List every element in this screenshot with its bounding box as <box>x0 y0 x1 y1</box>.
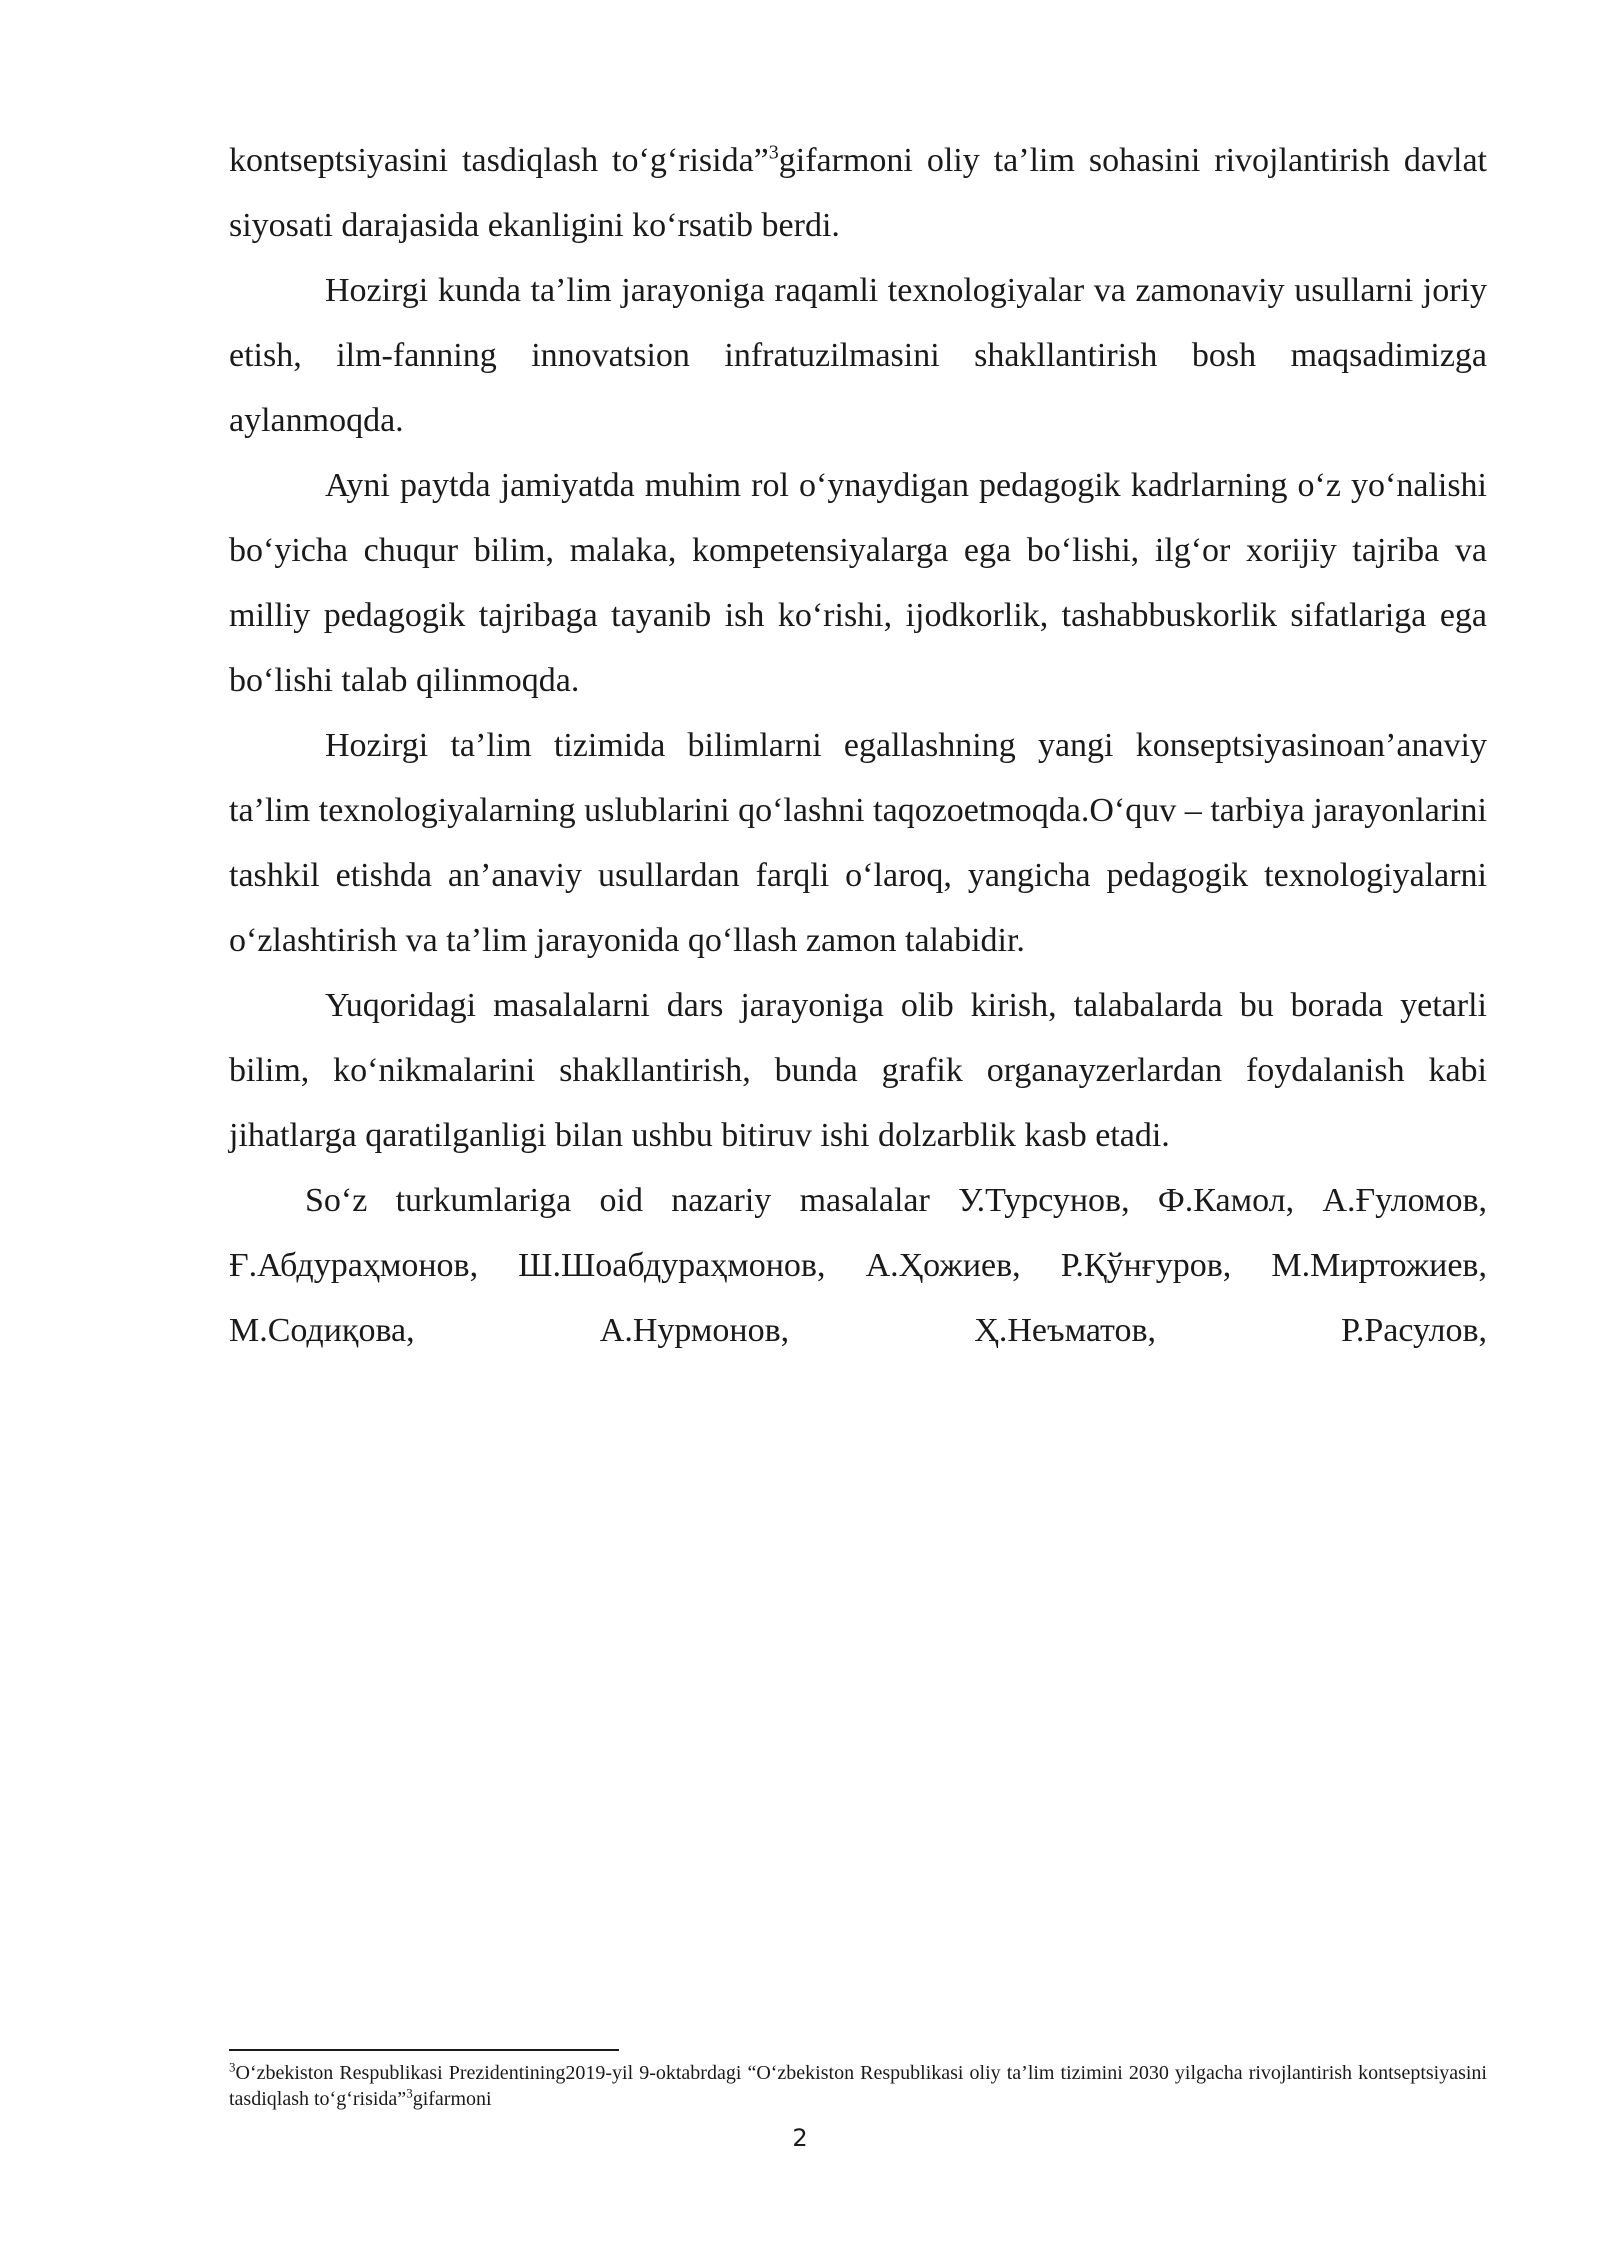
paragraph-1 <box>229 128 1487 258</box>
page-number: 2 <box>792 2124 808 2152</box>
paragraph-6: So‘z turkumlariga oid nazariy masalalar У.Турсунов, Ф.Камол, А.Ғуломов, Ғ.Абдураҳмонов, Ш.Шоабдураҳмонов, А.Ҳожиев, Р.Қўнғуров, М.Миртожиев, М.Содиқова, А.Нурмонов, Ҳ.Неъматов, Р.Расулов, <box>229 1182 1487 1349</box>
footnote-separator <box>229 2049 619 2051</box>
footnote-marker: 3 <box>229 2059 236 2075</box>
paragraph-1-text-b: gifarmoni oliy ta’lim sohasini rivojlantirish davlat siyosati darajasida ekanligini ko‘rsatib berdi. <box>229 142 1487 244</box>
paragraph-3: Ayni paytda jamiyatda muhim rol o‘ynaydigan pedagogik kadrlarning o‘z yo‘nalishi bo‘yicha chuqur bilim, malaka, kompetensiyalarga ega bo‘lishi, ilg‘or xorijiy tajriba va milliy pedagogik tajribaga tayanib ish ko‘rishi, ijodkorlik, tashabbuskorlik sifatlariga ega bo‘lishi talab qilinmoqda. <box>229 467 1487 699</box>
footnote-text-a: O‘zbekiston Respublikasi Prezidentining2019-yil 9-oktabrdagi “O‘zbekiston Respublikasi oliy ta’lim tizimini 2030 yilgacha rivojlantirish kontseptsiyasini tasdiqlash to‘g‘risida” <box>229 2062 1487 2110</box>
footnote <box>229 2060 1487 2112</box>
footnote-inner-marker: 3 <box>406 2085 413 2101</box>
paragraph-4: Hozirgi ta’lim tizimida bilimlarni egallashning yangi konseptsiyasinoan’anaviy ta’lim texnologiyalarning uslublarini qo‘lashni taqozoetmoqda.O‘quv – tarbiya jarayonlarini tashkil etishda an’anaviy usullardan farqli o‘laroq, yangicha pedagogik texnologiyalarni o‘zlashtirish va ta’lim jarayonida qo‘llash zamon talabidir. <box>229 727 1487 959</box>
paragraph-2: Hozirgi kunda ta’lim jarayoniga raqamli texnologiyalar va zamonaviy usullarni joriy etish, ilm-fanning innovatsion infratuzilmasini shakllantirish bosh maqsadimizga aylanmoqda. <box>229 272 1487 439</box>
paragraph-5: Yuqoridagi masalalarni dars jarayoniga olib kirish, talabalarda bu borada yetarli bilim, ko‘nikmalarini shakllantirish, bunda grafik organayzerlardan foydalanish kabi jihatlarga qaratilganligi bilan ushbu bitiruv ishi dolzarblik kasb etadi. <box>229 987 1487 1154</box>
body-text <box>229 128 1487 1363</box>
footnote-text-b: gifarmoni <box>412 2088 492 2110</box>
footnote-reference[interactable]: 3 <box>768 141 779 164</box>
paragraph-1-text-a: kontseptsiyasini tasdiqlash to‘g‘risida” <box>229 142 769 179</box>
